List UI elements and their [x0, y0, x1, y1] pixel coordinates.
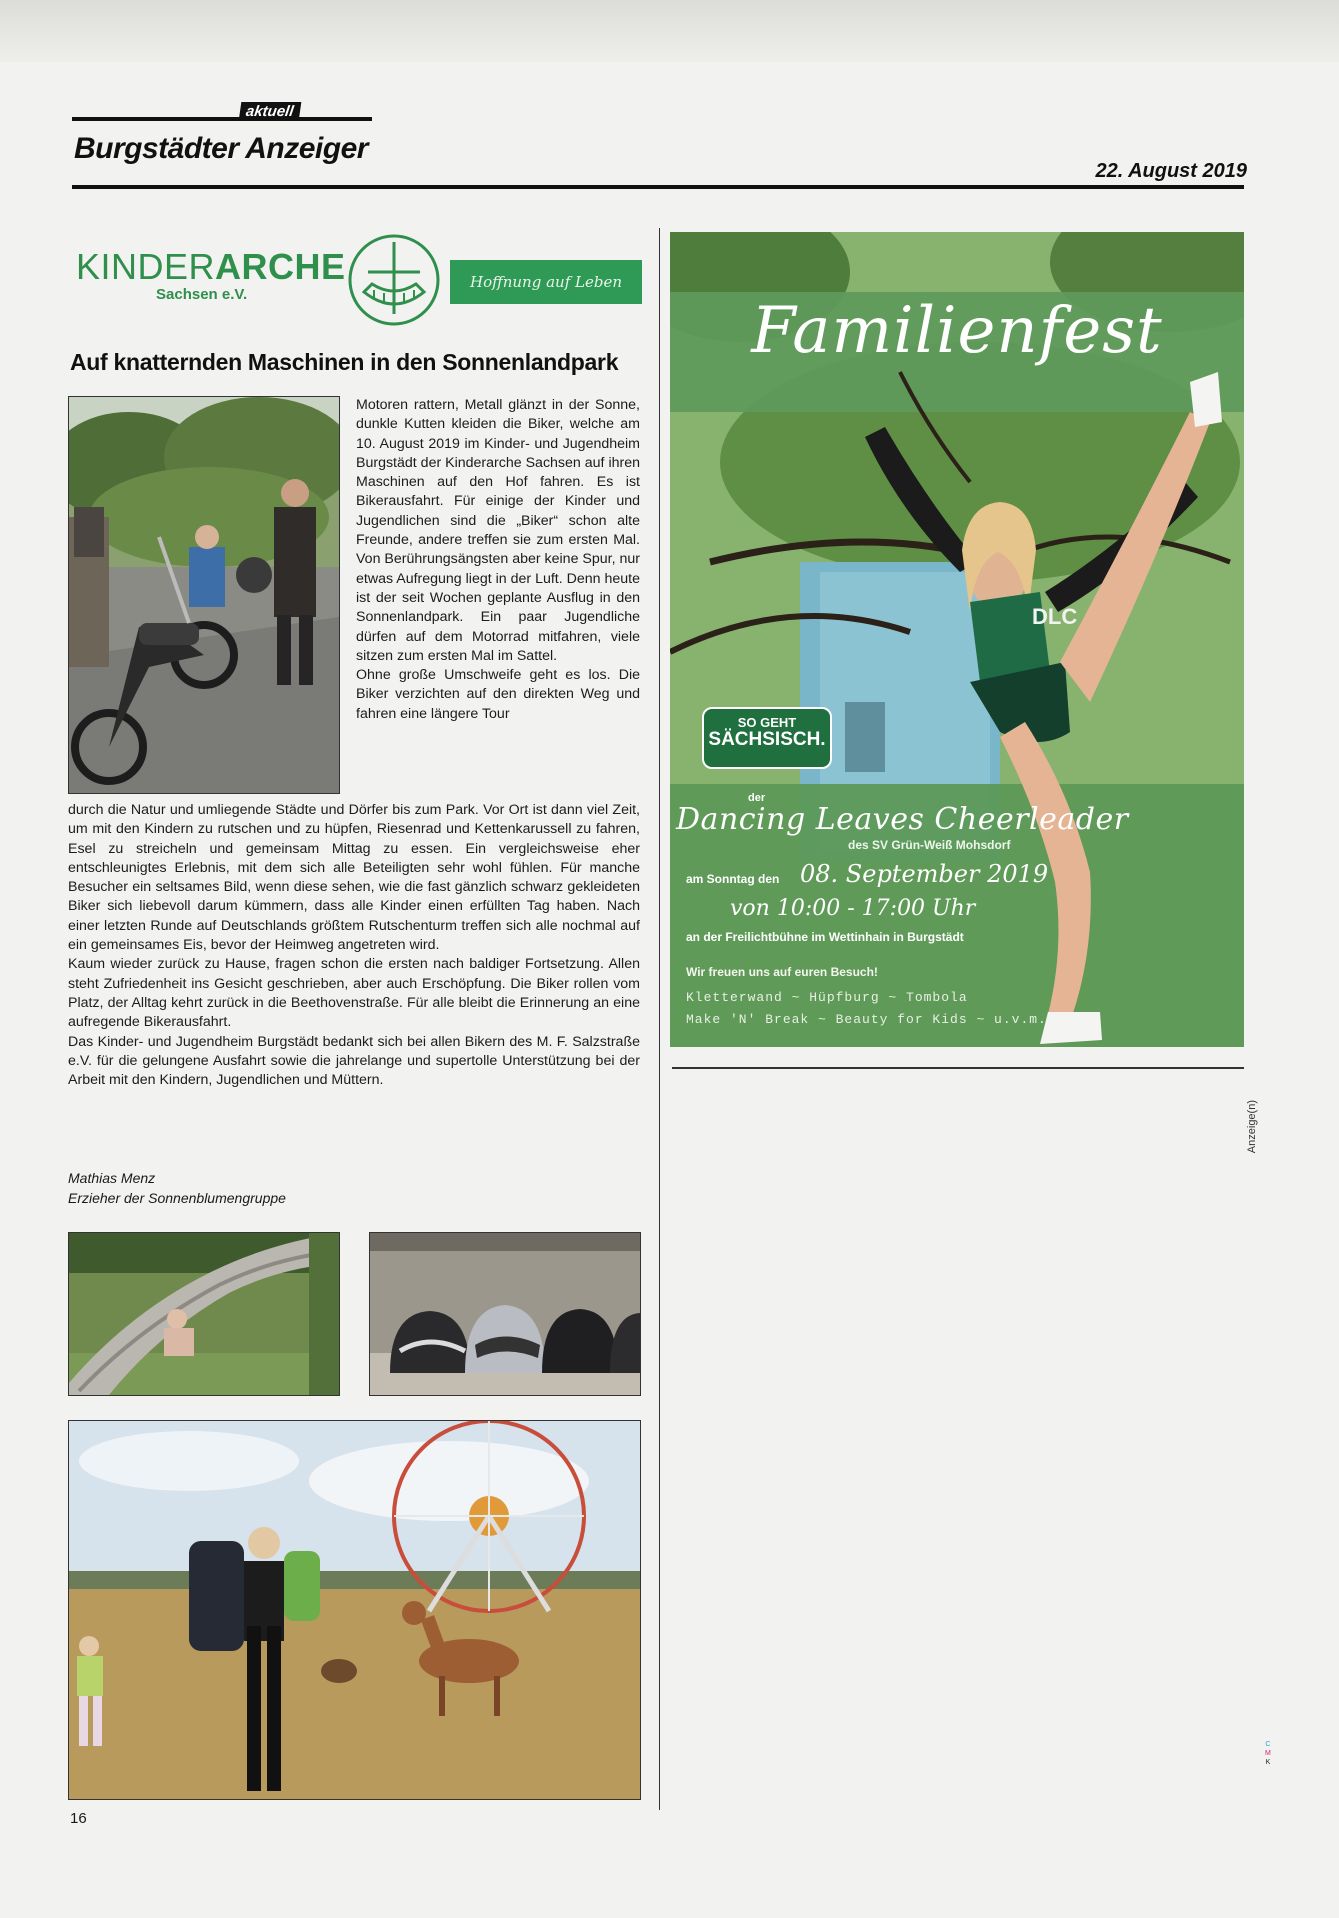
kinderarche-logo: [74, 232, 644, 332]
badge-line-1: SO GEHT: [737, 715, 797, 730]
masthead-title: Burgstädter Anzeiger: [74, 132, 368, 165]
so-geht-saechsisch-badge: [702, 707, 832, 769]
ad-club: des SV Grün-Weiß Mohsdorf: [848, 838, 1011, 852]
ad-date: 08. September 2019: [800, 860, 1049, 888]
helmets-photo-illustration: [370, 1233, 640, 1395]
print-marks: [1265, 1740, 1271, 1767]
ad-attractions-line-1: Kletterwand ~ Hüpfburg ~ Tombola: [686, 990, 968, 1005]
ad-bottom-rule: [672, 1067, 1244, 1069]
author-block: [68, 1168, 286, 1208]
park-photo: [68, 1420, 641, 1800]
ad-attractions-line-2: Make 'N' Break ~ Beauty for Kids ~ u.v.m.: [686, 1012, 1047, 1027]
ad-der: der: [748, 792, 766, 804]
ad-time: von 10:00 - 17:00 Uhr: [730, 896, 976, 921]
ad-date-prefix: am Sonntag den: [686, 872, 780, 886]
article-paragraph-2-cont: durch die Natur und umliegende Städte und Dörfer bis zum Park. Vor Ort ist dann viel Zeit, um mit den Kindern zu rutschen und zu hüpfen, Riesenrad und Kettenkarussell zu fahren, Esel zu streicheln und gemeinsam Mittag zu essen. Ein vergleichsweise eher entschleunigtes Erlebnis, mit dem sich alle Beteiligten sehr wohl fühlen. Für manche Besucher ein seltsames Bild, wenn diese sehen, wie die fast gänzlich schwarz gekleideten Biker sich liebevoll darum kümmern, dass alle Kinder einen erfüllten Tag haben. Nach einer letzten Runde auf Deutschlands größtem Rutschenturm treffen sich alle nochmal auf ein gemeinsames Eis, bevor der Heimweg angetreten wird.: [68, 802, 640, 954]
ad-title: Familienfest: [751, 294, 1163, 368]
page-number: 16: [70, 1810, 87, 1827]
badge-line-2: SÄCHSISCH.: [708, 729, 826, 750]
issue-date: 22. August 2019: [1095, 160, 1247, 182]
logo-banner: Hoffnung auf Leben: [450, 260, 642, 304]
article-paragraph-4: Das Kinder- und Jugendheim Burgstädt bedankt sich bei allen Bikern des M. F. Salzstraße e.V. für die gelungene Ausfahrt sowie die jahrelange und supertolle Unterstützung bei der Arbeit mit den Kindern, Jugendlichen und Müttern.: [68, 1033, 640, 1089]
article-body-top: [356, 396, 640, 724]
ad-group-name: Dancing Leaves Cheerleader: [676, 802, 1129, 837]
print-mark-c: C: [1265, 1741, 1271, 1748]
article-paragraph-2-start: Ohne große Umschweife geht es los. Die Biker verzichten auf den direkten Weg und fahren eine längere Tour: [356, 667, 640, 722]
masthead-top-rule: [72, 117, 372, 121]
logo-subtitle: Sachsen e.V.: [156, 286, 248, 303]
slide-photo-illustration: [69, 1233, 339, 1395]
ad-label: Anzeige(n): [1246, 1100, 1258, 1154]
ad-welcome: Wir freuen uns auf euren Besuch!: [686, 965, 878, 979]
park-photo-illustration: [69, 1421, 640, 1799]
uniform-lettering: DLC: [1032, 604, 1078, 629]
article-paragraph-1: Motoren rattern, Metall glänzt in der Sonne, dunkle Kutten kleiden die Biker, welche am 10. August 2019 im Kinder- und Jugendheim Burgstädt der Kinderarche Sachsen auf ihren Maschinen auf den Hof fahren. Es ist Bikerausfahrt. Für einige der Kinder und Jugendlichen sind die „Biker“ schon alte Freunde, andere treffen sie zum ersten Mal. Von Berührungsängsten aber keine Spur, nur etwas Aufregung liegt in der Luft. Denn heute ist der seit Wochen geplante Ausflug in den Sonnenlandpark. Ein paar Jugendliche dürfen auf dem Motorrad mitfahren, viele sitzen zum ersten Mal im Sattel.: [356, 397, 640, 664]
article-paragraph-3: Kaum wieder zurück zu Hause, fragen schon die ersten nach baldiger Fortsetzung. Allen steht Zufriedenheit ins Gesicht geschrieben, aber auch Erschöpfung. Die Biker rollen vom Platz, der Alltag kehrt zurück in die Beethovenstraße. Für alle bleibt die Erinnerung an eine aufregende Bikerausfahrt.: [68, 956, 640, 1031]
article-body-full: [68, 801, 640, 1090]
biker-photo-illustration: [69, 397, 339, 793]
logo-wordmark: KINDERARCHE: [76, 246, 346, 287]
slide-photo: [68, 1232, 340, 1396]
ad-venue: an der Freilichtbühne im Wettinhain in Burgstädt: [686, 930, 964, 944]
helmets-photo: [369, 1232, 641, 1396]
biker-photo: [68, 396, 340, 794]
column-divider: [659, 228, 660, 1810]
author-role: Erzieher der Sonnenblumengruppe: [68, 1190, 286, 1206]
familienfest-ad: [670, 232, 1244, 1047]
scan-edge: [0, 0, 1339, 62]
print-mark-k: K: [1265, 1759, 1271, 1766]
author-name: Mathias Menz: [68, 1170, 156, 1186]
article-headline: Auf knatternden Maschinen in den Sonnenlandpark: [70, 349, 619, 375]
masthead-tag: aktuell: [239, 102, 301, 121]
print-mark-m: M: [1265, 1750, 1271, 1757]
ark-emblem-icon: [346, 232, 442, 328]
masthead-bottom-rule: [72, 185, 1244, 189]
